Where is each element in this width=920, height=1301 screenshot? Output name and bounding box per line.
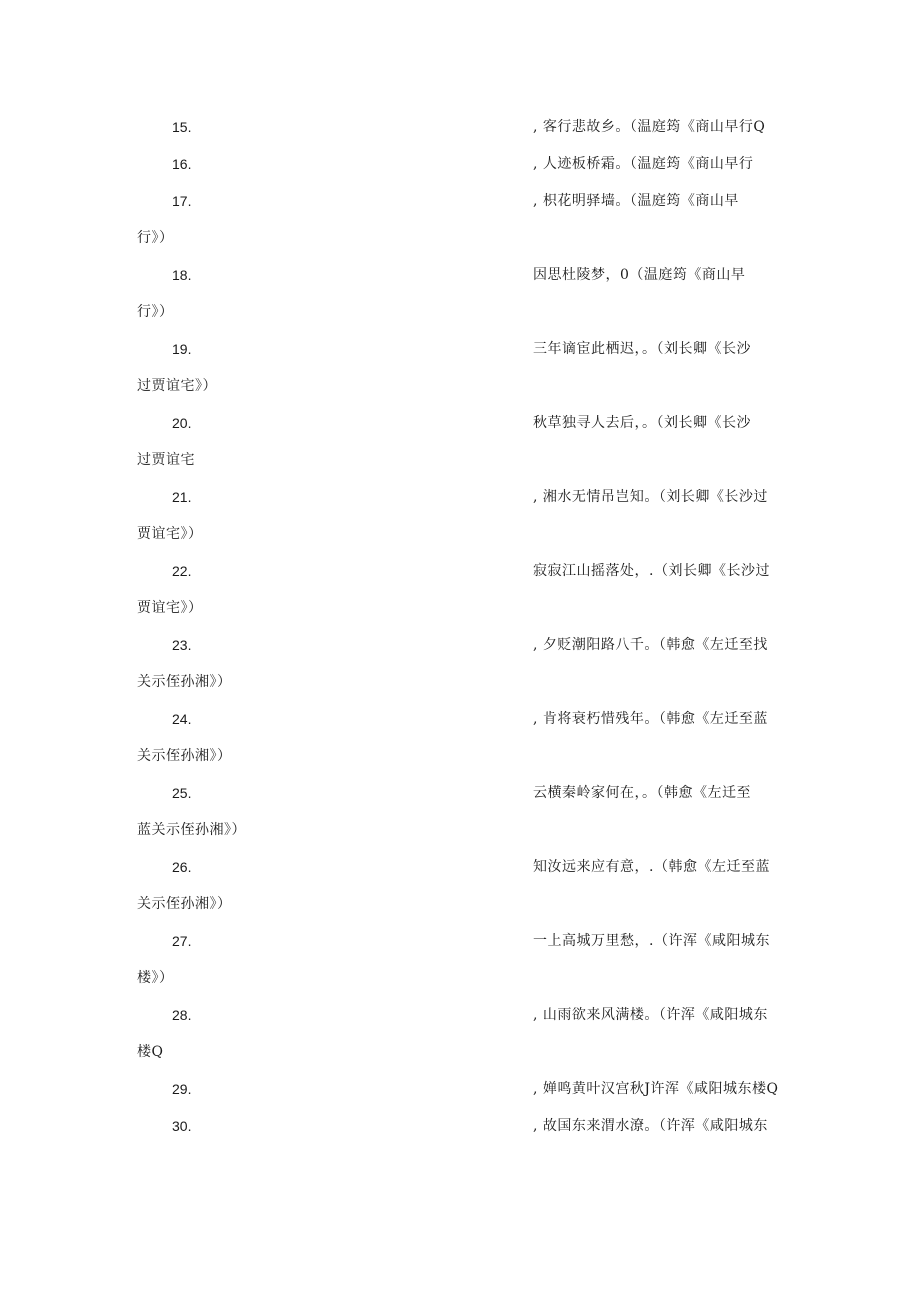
question-text: , 枳花明驿墙。（温庭筠《商山早 xyxy=(533,193,739,209)
question-text: , 婵鸣黄叶汉宫秋J许浑《咸阳城东楼Q xyxy=(533,1081,779,1097)
question-number: 29. xyxy=(172,1081,192,1097)
question-text-continuation: 关示侄孙湘》） xyxy=(137,748,232,764)
question-text-continuation: 关示侄孙湘》） xyxy=(137,896,232,912)
question-number: 16. xyxy=(172,156,192,172)
question-text-continuation: 行》） xyxy=(137,304,174,320)
question-text: 三年谪宦此栖迟，。（刘长卿《长沙 xyxy=(533,341,751,357)
question-text-continuation: 过贾谊宅》） xyxy=(137,378,217,394)
question-number: 25. xyxy=(172,785,192,801)
question-text: , 湘水无情吊岂知。（刘长卿《长沙过 xyxy=(533,489,768,505)
question-text: 寂寂江山摇落处，.（刘长卿《长沙过 xyxy=(533,563,770,579)
question-text-continuation: 蓝关示侄孙湘》） xyxy=(137,822,246,838)
question-number: 24. xyxy=(172,711,192,727)
question-number: 26. xyxy=(172,859,192,875)
question-text: 因思杜陵梦，0（温庭筠《商山早 xyxy=(533,267,746,283)
question-text-continuation: 楼》） xyxy=(137,970,174,986)
question-number: 19. xyxy=(172,341,192,357)
question-text-continuation: 行》） xyxy=(137,230,174,246)
question-number: 20. xyxy=(172,415,192,431)
question-text: , 故国东来渭水潦。（许浑《咸阳城东 xyxy=(533,1118,768,1134)
question-text: , 人迹板桥霜。（温庭筠《商山早行 xyxy=(533,156,754,172)
question-number: 23. xyxy=(172,637,192,653)
question-text: 一上高城万里愁，.（许浑《咸阳城东 xyxy=(533,933,770,949)
question-text-continuation: 贾谊宅》） xyxy=(137,526,203,542)
question-number: 22. xyxy=(172,563,192,579)
question-text: 知汝远来应有意，.（韩愈《左迁至蓝 xyxy=(533,859,770,875)
question-number: 30. xyxy=(172,1118,192,1134)
question-text-continuation: 楼Q xyxy=(137,1044,164,1060)
question-text: , 山雨欲来风满楼。（许浑《咸阳城东 xyxy=(533,1007,768,1023)
question-number: 28. xyxy=(172,1007,192,1023)
question-text-continuation: 关示侄孙湘》） xyxy=(137,674,232,690)
question-text: , 肯将衰朽惜残年。（韩愈《左迁至蓝 xyxy=(533,711,768,727)
question-number: 27. xyxy=(172,933,192,949)
question-number: 18. xyxy=(172,267,192,283)
question-text-continuation: 过贾谊宅 xyxy=(137,452,195,468)
question-text: , 夕贬潮阳路八千。（韩愈《左迁至找 xyxy=(533,637,768,653)
question-number: 15. xyxy=(172,119,192,135)
question-text: , 客行悲故乡。（温庭筠《商山早行Q xyxy=(533,119,766,135)
question-number: 21. xyxy=(172,489,192,505)
question-text-continuation: 贾谊宅》） xyxy=(137,600,203,616)
question-text: 秋草独寻人去后，。（刘长卿《长沙 xyxy=(533,415,751,431)
question-text: 云横秦岭家何在，。（韩愈《左迁至 xyxy=(533,785,751,801)
question-number: 17. xyxy=(172,193,192,209)
